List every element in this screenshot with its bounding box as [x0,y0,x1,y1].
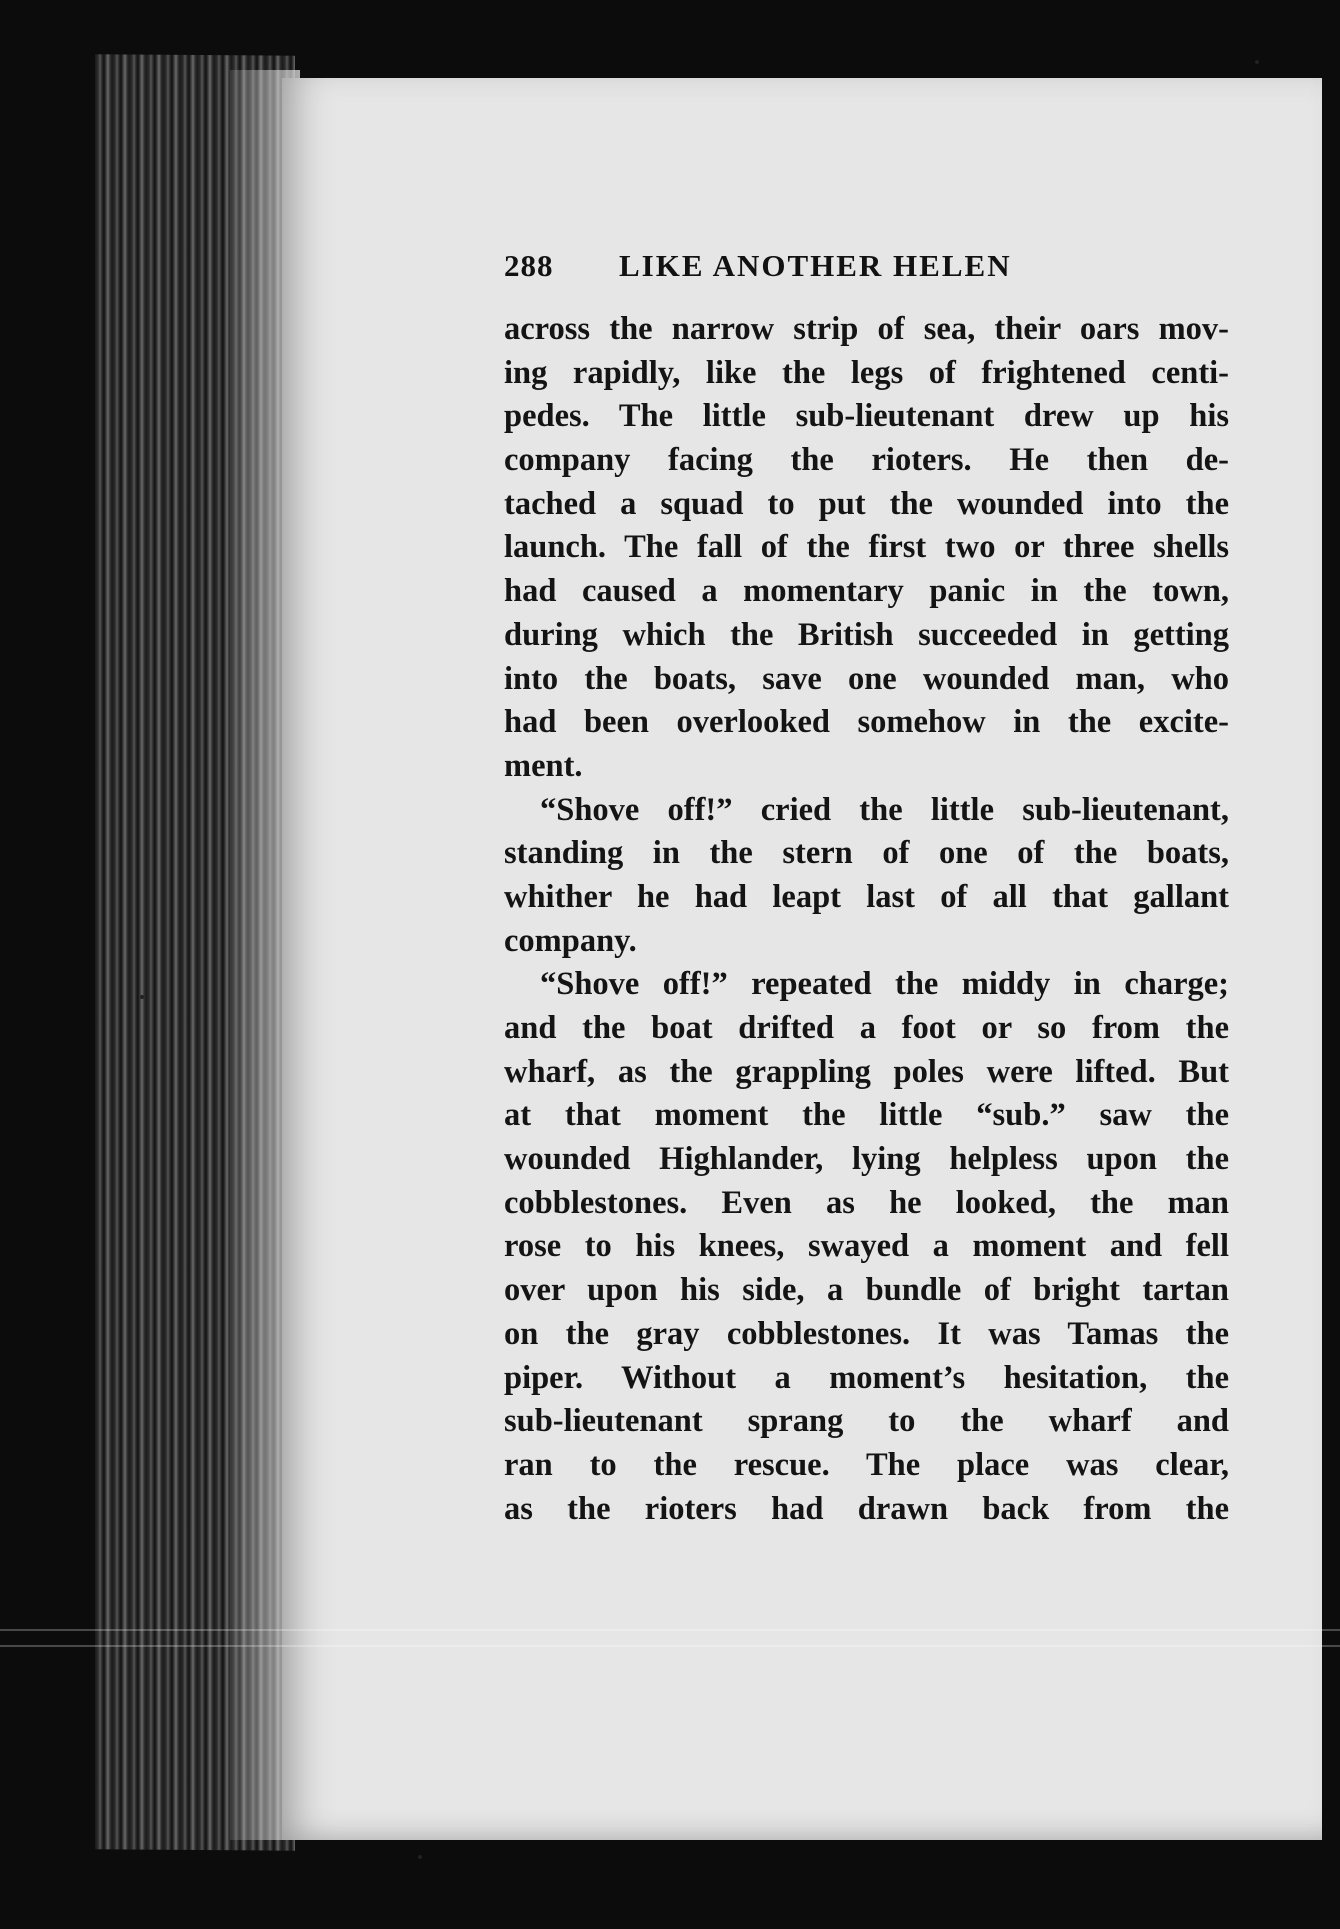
text-line: wharf, as the grappling poles were lifted. But [504,1053,1229,1090]
text-line: ran to the rescue. The place was clear, [504,1446,1229,1483]
body-text [504,308,1229,1531]
text-line: cobblestones. Even as he looked, the man [504,1184,1229,1221]
text-line: “Shove off!” repeated the middy in charge; [540,966,1229,1003]
text-line: tached a squad to put the wounded into the [504,485,1229,522]
text-line: rose to his knees, swayed a moment and fell [504,1228,1229,1265]
text-line: company facing the rioters. He then de- [504,442,1229,479]
text-line: and the boat drifted a foot or so from the [504,1010,1229,1046]
text-line: into the boats, save one wounded man, who [504,660,1229,697]
scan-artifact-line [0,1629,1340,1631]
text-line: had been overlooked somehow in the excite- [504,704,1229,741]
text-line: wounded Highlander, lying helpless upon the [504,1141,1229,1178]
text-line: ing rapidly, like the legs of frightened centi- [504,354,1229,391]
text-line: over upon his side, a bundle of bright tartan [504,1272,1229,1309]
text-line: during which the British succeeded in getting [504,616,1229,653]
text-line: at that moment the little “sub.” saw the [504,1097,1229,1134]
text-line: company. [504,922,637,959]
text-line: pedes. The little sub-lieutenant drew up his [504,398,1229,435]
text-line: launch. The fall of the first two or three shells [504,529,1229,566]
text-line: across the narrow strip of sea, their oars mov- [504,311,1229,347]
text-line: on the gray cobblestones. It was Tamas the [504,1315,1229,1352]
book-page [282,78,1322,1840]
scan-artifact-line [0,1645,1340,1647]
page-header [504,248,1264,298]
text-line: as the rioters had drawn back from the [504,1490,1229,1527]
text-line: standing in the stern of one of the boats, [504,835,1229,872]
text-line: “Shove off!” cried the little sub-lieutenant, [540,791,1229,828]
dust-speck [418,1855,422,1859]
text-line: ment. [504,747,583,784]
running-title: LIKE ANOTHER HELEN [619,248,1012,283]
text-line: had caused a momentary panic in the town, [504,573,1229,610]
text-line: piper. Without a moment’s hesitation, the [504,1359,1229,1396]
dust-speck [1255,60,1259,64]
text-line: sub-lieutenant sprang to the wharf and [504,1403,1229,1440]
text-line: whither he had leapt last of all that gallant [504,878,1229,915]
dust-speck [140,995,144,999]
page-number: 288 [504,248,554,283]
